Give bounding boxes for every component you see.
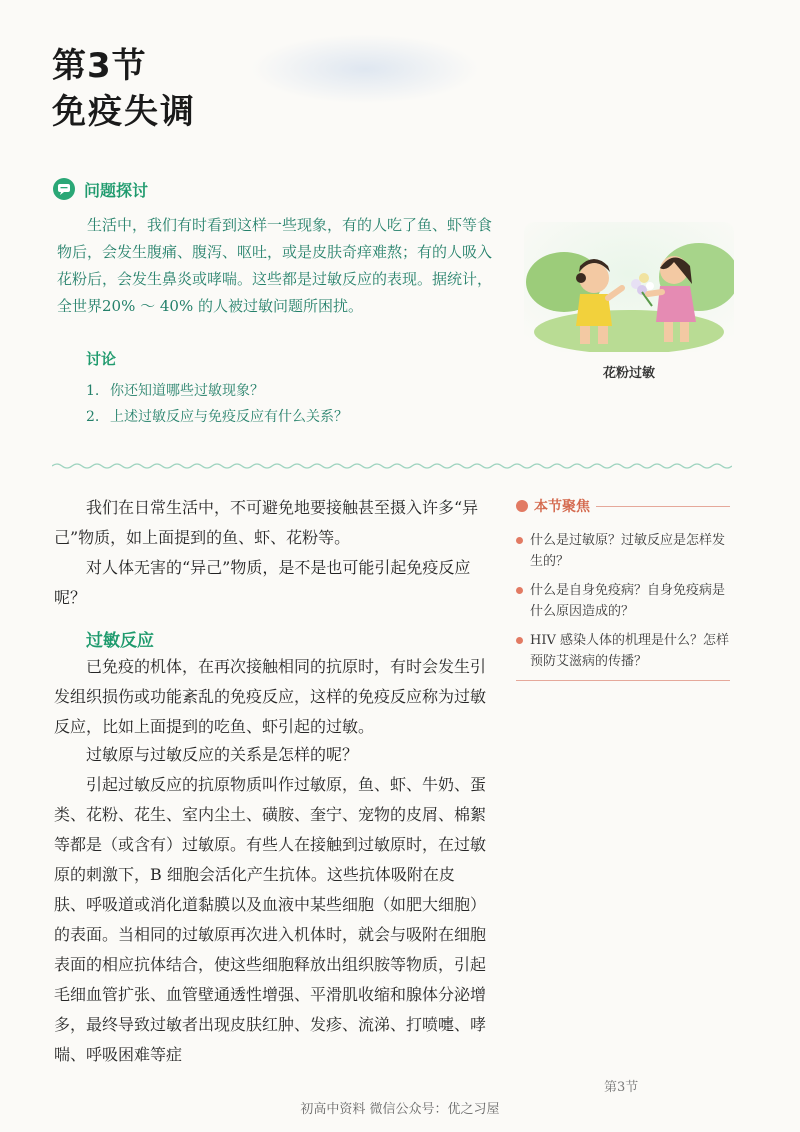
allergen-paragraph xyxy=(54,770,486,1070)
focus-header xyxy=(516,496,730,516)
question-number: 2. xyxy=(86,409,100,425)
paragraph: 我们在日常生活中，不可避免地要接触甚至摄入许多“异己”物质，如上面提到的鱼、虾、花粉等。 xyxy=(54,498,479,547)
page-title: 免疫失调 xyxy=(52,92,196,132)
page-marker: 第3节 xyxy=(604,1080,639,1095)
pollen-allergy-illustration xyxy=(524,222,734,352)
discussion-question xyxy=(86,406,348,426)
discussion-paragraph: 生活中，我们有时看到这样一些现象，有的人吃了鱼、虾等食物后，会发生腹痛、腹泻、呕吐，或是皮肤奇痒难熬；有的人吸入花粉后，会发生鼻炎或哮喘。这些都是过敏反应的表现。据统计，全世界20% ～ 40% 的人被过敏问题所困扰。 xyxy=(57,216,493,315)
divider xyxy=(516,680,730,681)
discussion-question xyxy=(86,380,264,400)
section-number: 第3节 xyxy=(52,46,147,86)
paragraph: 引起过敏反应的抗原物质叫作过敏原，鱼、虾、牛奶、蛋类、花粉、花生、室内尘土、磺胺、奎宁、宠物的皮屑、棉絮等都是（或含有）过敏原。有些人在接触到过敏原时，在过敏原的刺激下，B 细胞会活化产生抗体。这些抗体吸附在皮肤、呼吸道或消化道黏膜以及血液中某些细胞（如肥大细胞）的表面。当相同的过敏原再次进入机体时，就会与吸附在细胞表面的相应抗体结合，使这些细胞释放出组织胺等物质，引起毛细血管扩张、血管壁通透性增强、平滑肌收缩和腺体分泌增多，最终导致过敏者出现皮肤红肿、发疹、流涕、打喷嚏、哮喘、呼吸困难等症 xyxy=(54,775,487,1064)
bullet-dot-icon xyxy=(516,500,528,512)
question-number: 1. xyxy=(86,383,100,399)
wavy-divider xyxy=(52,456,732,466)
guiding-question: 过敏原与过敏反应的关系是怎样的呢？ xyxy=(86,745,359,764)
header-decoration xyxy=(250,34,480,104)
question-text: 你还知道哪些过敏现象？ xyxy=(110,383,264,399)
discussion-heading: 问题探讨 xyxy=(84,181,149,200)
speech-bubble-icon xyxy=(53,178,75,200)
discussion-text xyxy=(57,212,497,320)
list-item: 什么是自身免疫病？自身免疫病是什么原因造成的？ xyxy=(516,580,730,622)
guiding-question: 对人体无害的“异己”物质，是不是也可能引起免疫反应呢？ xyxy=(54,558,471,607)
definition-paragraph xyxy=(54,652,486,742)
intro-question xyxy=(54,553,486,613)
divider xyxy=(596,506,730,507)
section-focus-box xyxy=(516,496,730,681)
intro-paragraph xyxy=(54,493,486,553)
focus-title: 本节聚焦 xyxy=(534,499,590,515)
focus-list xyxy=(516,530,730,672)
allergen-question xyxy=(54,740,486,770)
discussion-subheading: 讨论 xyxy=(86,350,117,368)
list-item: HIV 感染人体的机理是什么？怎样预防艾滋病的传播？ xyxy=(516,630,730,672)
question-text: 上述过敏反应与免疫反应有什么关系？ xyxy=(110,409,348,425)
figure-caption: 花粉过敏 xyxy=(602,366,655,381)
paragraph: 已免疫的机体，在再次接触相同的抗原时，有时会发生引发组织损伤或功能紊乱的免疫反应，这样的免疫反应称为过敏反应，比如上面提到的吃鱼、虾引起的过敏。 xyxy=(54,657,487,736)
footer-note: 初高中资料 微信公众号：优之习屋 xyxy=(300,1102,500,1117)
subsection-title: 过敏反应 xyxy=(86,631,154,651)
list-item: 什么是过敏原？过敏反应是怎样发生的？ xyxy=(516,530,730,572)
